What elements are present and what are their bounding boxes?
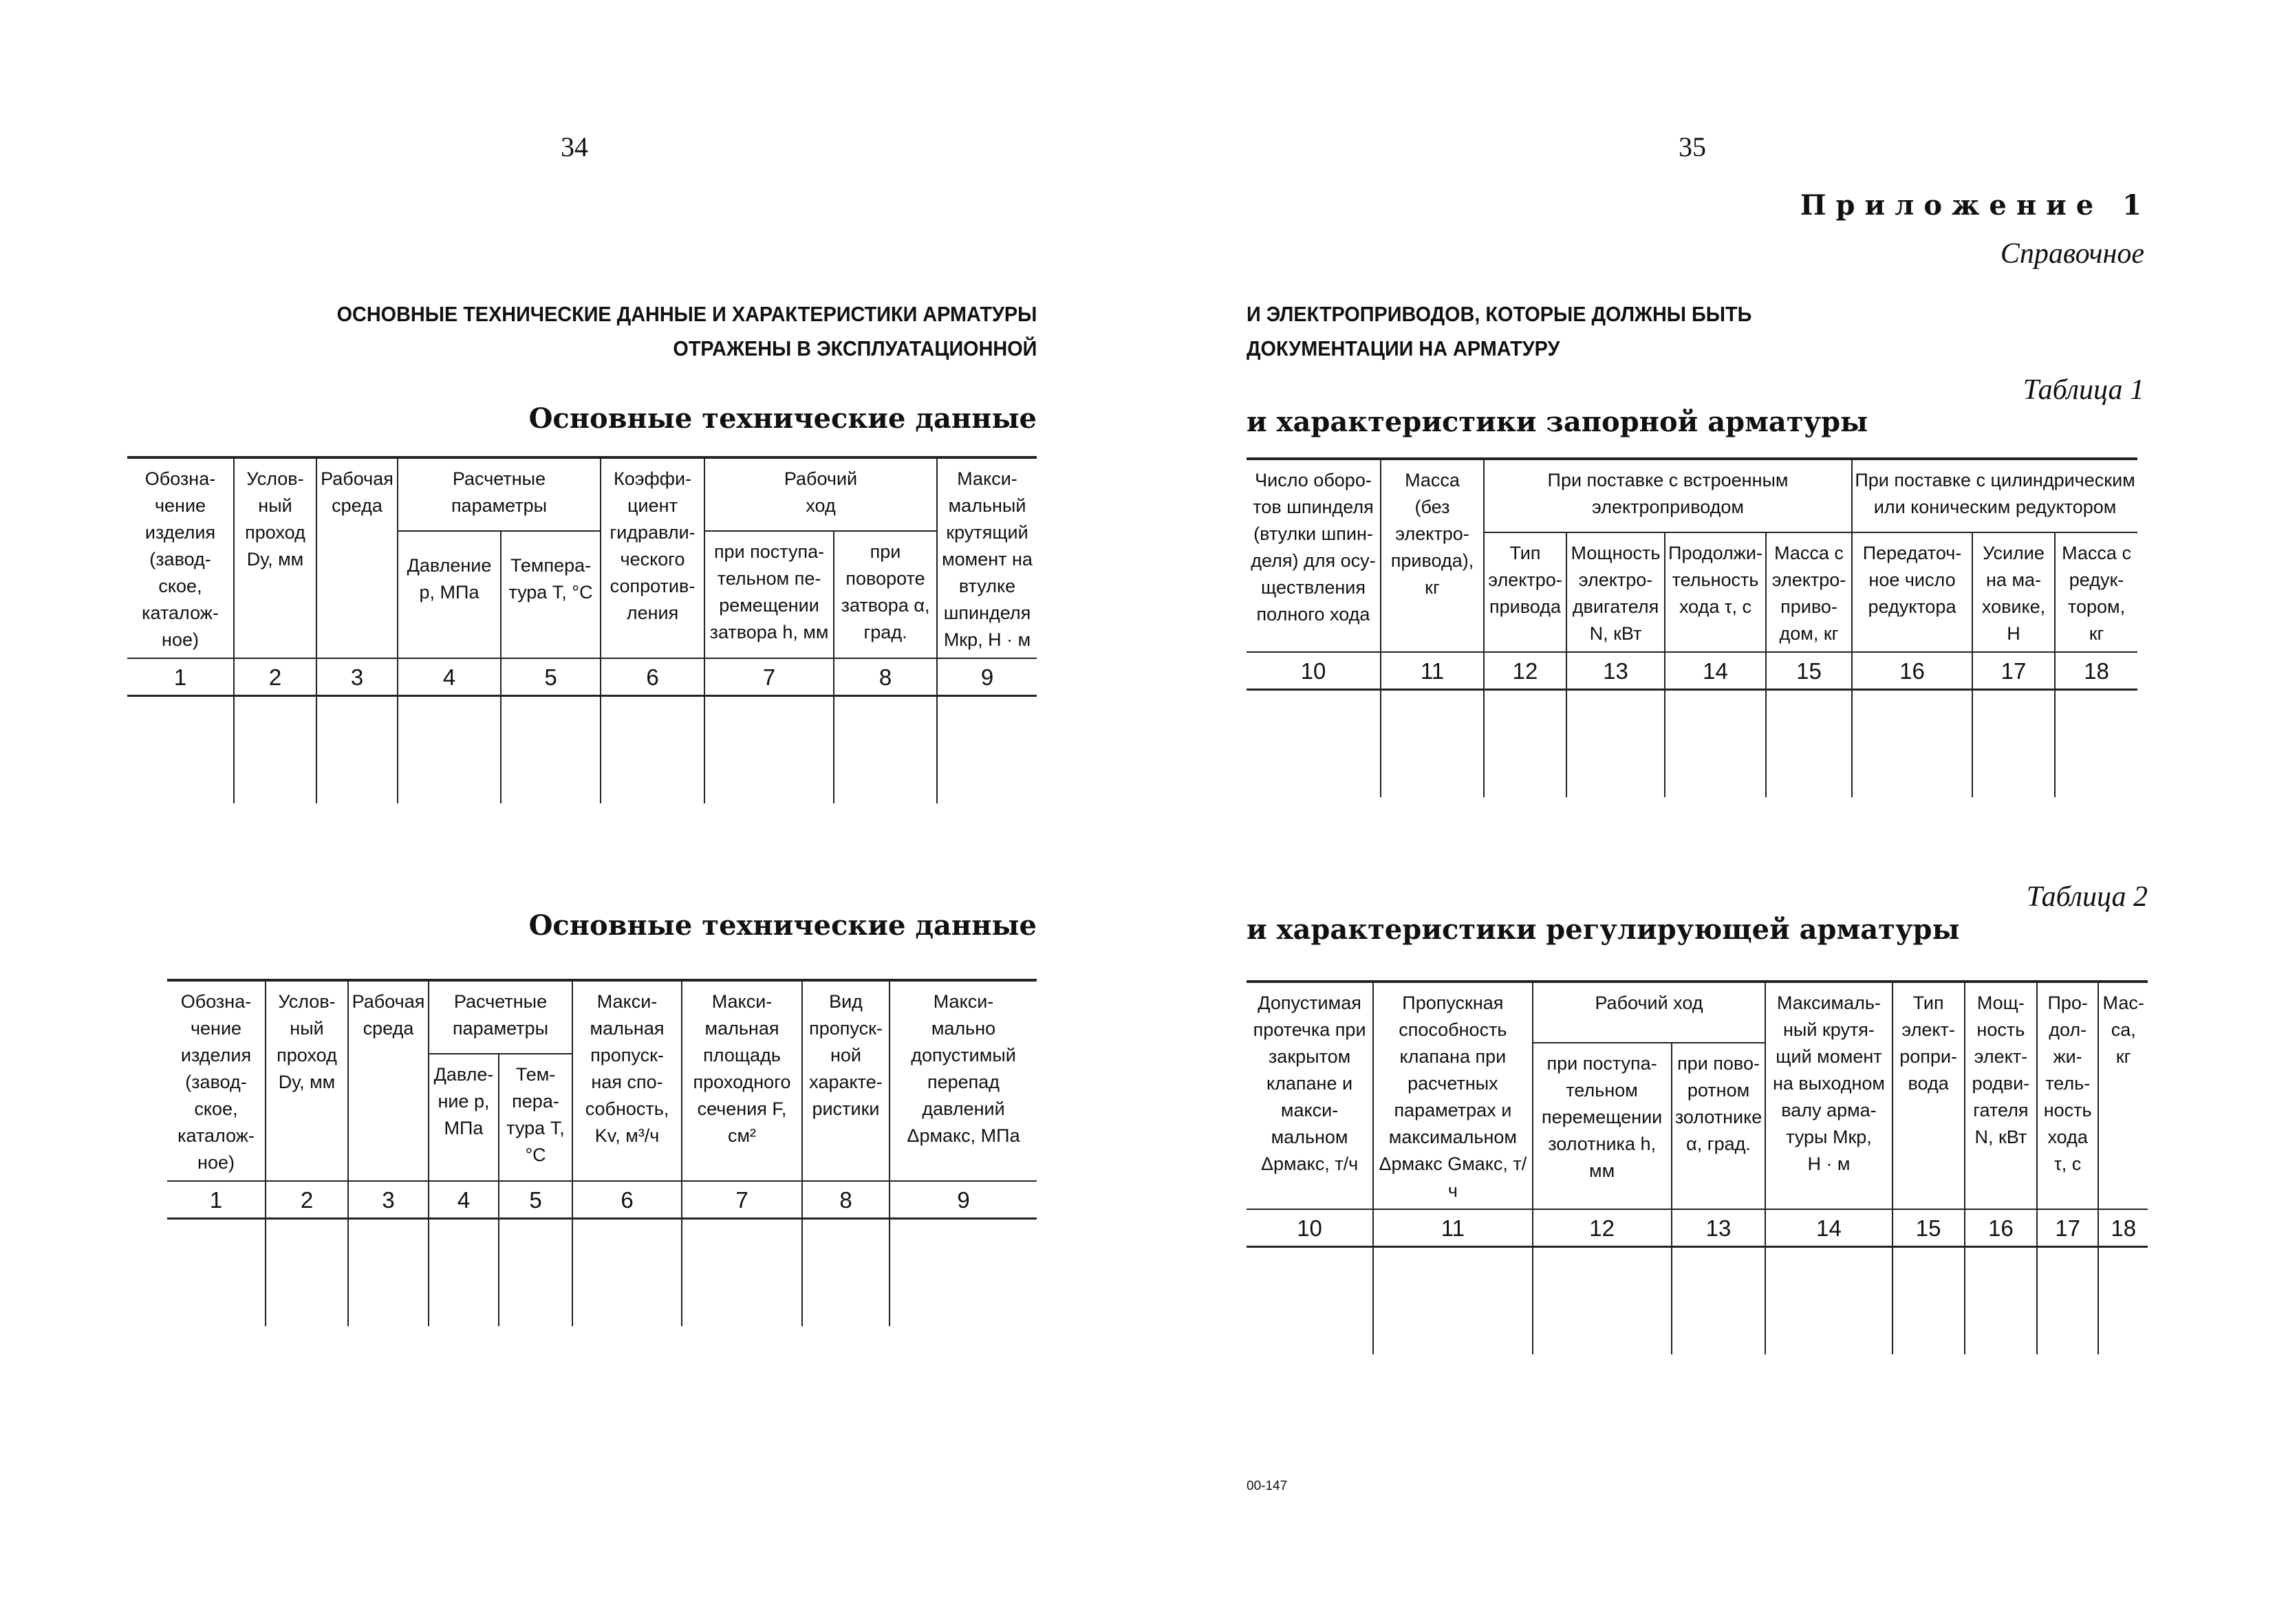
group-header-calc-params: Расчетные параметры: [429, 980, 572, 1054]
group-header-gearbox: При поставке с цилиндрическим или коническим редуктором: [1852, 459, 2137, 532]
col-header-14: Продолжи- тельность хода τ, с: [1665, 532, 1766, 652]
heading-line-2: ДОКУМЕНТАЦИИ НА АРМАТУРУ: [1247, 336, 1560, 360]
column-number: 18: [2055, 652, 2137, 690]
column-number: 1: [127, 658, 234, 696]
column-number: 17: [1972, 652, 2055, 690]
column-number: 18: [2098, 1209, 2148, 1247]
column-number: 8: [802, 1181, 889, 1219]
col-header-14: Максималь- ный крутя- щий момент на выходном валу арма- туры Mкр, Н · м: [1765, 982, 1892, 1209]
col-header-16: Передаточ- ное число редуктора: [1852, 532, 1972, 652]
section-heading-right: [1247, 297, 1751, 366]
table-row: [127, 696, 1037, 804]
col-header-5: Тем- пера- тура T, °C: [499, 1054, 572, 1181]
column-number: 11: [1373, 1209, 1532, 1247]
column-number: 7: [682, 1181, 802, 1219]
table-title-right-1: и характеристики запорной арматуры: [1247, 406, 1868, 438]
column-number: 8: [834, 658, 937, 696]
col-header-4: Давле- ние p, МПа: [429, 1054, 499, 1181]
column-number: 6: [572, 1181, 682, 1219]
table-title-right-2: и характеристики регулирующей арматуры: [1247, 913, 1960, 946]
column-number: 4: [429, 1181, 499, 1219]
footer-code: 00-147: [1247, 1479, 1288, 1493]
table-label-1: Таблица 1: [2023, 374, 2144, 406]
col-header-8: Вид пропуск- ной характе- ристики: [802, 980, 889, 1181]
col-header-17: Про- дол- жи- тель- ность хода τ, с: [2037, 982, 2098, 1209]
column-number: 3: [348, 1181, 429, 1219]
column-number: 2: [266, 1181, 348, 1219]
heading-line-1: ОСНОВНЫЕ ТЕХНИЧЕСКИЕ ДАННЫЕ И ХАРАКТЕРИСТИКИ АРМАТУРЫ: [336, 302, 1037, 326]
table-row: [1247, 690, 2137, 798]
page-number-right: 35: [1679, 131, 1706, 162]
column-number: 12: [1484, 652, 1566, 690]
col-header-11: Масса (без электро- привода), кг: [1381, 459, 1484, 652]
col-header-12: при поступа- тельном перемещении золотника h, мм: [1533, 1043, 1672, 1209]
col-header-16: Мощ- ность элект- родви- гателя N, кВт: [1965, 982, 2037, 1209]
column-number: 14: [1665, 652, 1766, 690]
col-header-3: Рабочая среда: [316, 457, 398, 658]
column-number: 9: [937, 658, 1037, 696]
col-header-6: Макси- мальная пропуск- ная спо- собность, Kv, м³/ч: [572, 980, 682, 1181]
col-header-18: Мас- са, кг: [2098, 982, 2148, 1209]
column-number: 4: [398, 658, 501, 696]
heading-line-2: ОТРАЖЕНЫ В ЭКСПЛУАТАЦИОННОЙ: [673, 336, 1037, 360]
column-number: 15: [1893, 1209, 1965, 1247]
table-row: [1247, 1247, 2148, 1355]
column-number: 3: [316, 658, 398, 696]
table-title-left-1: Основные технические данные: [528, 402, 1037, 435]
column-number: 2: [234, 658, 316, 696]
column-number: 16: [1852, 652, 1972, 690]
appendix-note: Справочное: [2000, 238, 2144, 270]
col-header-17: Усилие на ма- ховике, H: [1972, 532, 2055, 652]
column-number: 5: [499, 1181, 572, 1219]
group-header-calc-params: Расчетные параметры: [398, 457, 601, 531]
col-header-6: Коэффи- циент гидравли- ческого сопротив- ления: [601, 457, 704, 658]
column-number: 10: [1247, 1209, 1373, 1247]
table-row: [167, 1219, 1037, 1327]
column-number: 13: [1672, 1209, 1766, 1247]
column-number: 1: [167, 1181, 266, 1219]
column-number: 5: [501, 658, 601, 696]
group-header-working-stroke: Рабочий ход: [704, 457, 937, 531]
column-number: 11: [1381, 652, 1484, 690]
column-number: 16: [1965, 1209, 2037, 1247]
col-header-13: при пово- ротном золотнике α, град.: [1672, 1043, 1766, 1209]
table-right-2: [1247, 980, 2148, 1354]
column-number: 6: [601, 658, 704, 696]
column-number: 15: [1766, 652, 1852, 690]
col-header-1: Обозна- чение изделия (завод- ское, каталож- ное): [127, 457, 234, 658]
col-header-15: Масса с электро- приво- дом, кг: [1766, 532, 1852, 652]
col-header-10: Допустимая протечка при закрытом клапане и макси- мальном Δpмакс, т/ч: [1247, 982, 1373, 1209]
col-header-9: Макси- мальный крутящий момент на втулке шпинделя Mкр, Н · м: [937, 457, 1037, 658]
column-number: 14: [1765, 1209, 1892, 1247]
col-header-7: Макси- мальная площадь проходного сечения F, см²: [682, 980, 802, 1181]
col-header-2: Услов- ный проход Dу, мм: [266, 980, 348, 1181]
table-left-2: [167, 979, 1037, 1326]
page-number-left: 34: [561, 131, 588, 162]
heading-line-1: И ЭЛЕКТРОПРИВОДОВ, КОТОРЫЕ ДОЛЖНЫ БЫТЬ: [1247, 302, 1752, 326]
col-header-2: Услов- ный проход Dу, мм: [234, 457, 316, 658]
column-number: 13: [1566, 652, 1665, 690]
col-header-13: Мощность электро- двигателя N, кВт: [1566, 532, 1665, 652]
col-header-5: Темпера- тура T, °C: [501, 531, 601, 658]
group-header-builtin-drive: При поставке с встроенным электроприводом: [1484, 459, 1852, 532]
group-header-working-stroke: Рабочий ход: [1533, 982, 1766, 1043]
col-header-12: Тип электро- привода: [1484, 532, 1566, 652]
col-header-10: Число оборо- тов шпинделя (втулки шпин- деля) для осу- ществления полного хода: [1247, 459, 1381, 652]
col-header-8: при повороте затвора α, град.: [834, 531, 937, 658]
col-header-9: Макси- мально допустимый перепад давлений Δpмакс, МПа: [889, 980, 1037, 1181]
col-header-7: при поступа- тельном пе- ремещении затвора h, мм: [704, 531, 834, 658]
col-header-4: Давление p, МПа: [398, 531, 501, 658]
col-header-1: Обозна- чение изделия (завод- ское, каталож- ное): [167, 980, 266, 1181]
column-number: 10: [1247, 652, 1381, 690]
table-title-left-2: Основные технические данные: [528, 909, 1037, 942]
col-header-18: Масса с редук- тором, кг: [2055, 532, 2137, 652]
col-header-3: Рабочая среда: [348, 980, 429, 1181]
col-header-15: Тип элект- ропри- вода: [1893, 982, 1965, 1209]
appendix-label: Приложение 1: [1800, 189, 2151, 221]
column-number: 7: [704, 658, 834, 696]
table-left-1: [127, 456, 1037, 803]
table-label-2: Таблица 2: [2026, 881, 2148, 913]
column-number: 17: [2037, 1209, 2098, 1247]
section-heading-left: [336, 297, 1037, 366]
table-right-1: [1247, 457, 2137, 797]
col-header-11: Пропускная способность клапана при расчетных параметрах и максимальном Δpмакс Gмакс, т/ч: [1373, 982, 1532, 1209]
column-number: 9: [889, 1181, 1037, 1219]
column-number: 12: [1533, 1209, 1672, 1247]
